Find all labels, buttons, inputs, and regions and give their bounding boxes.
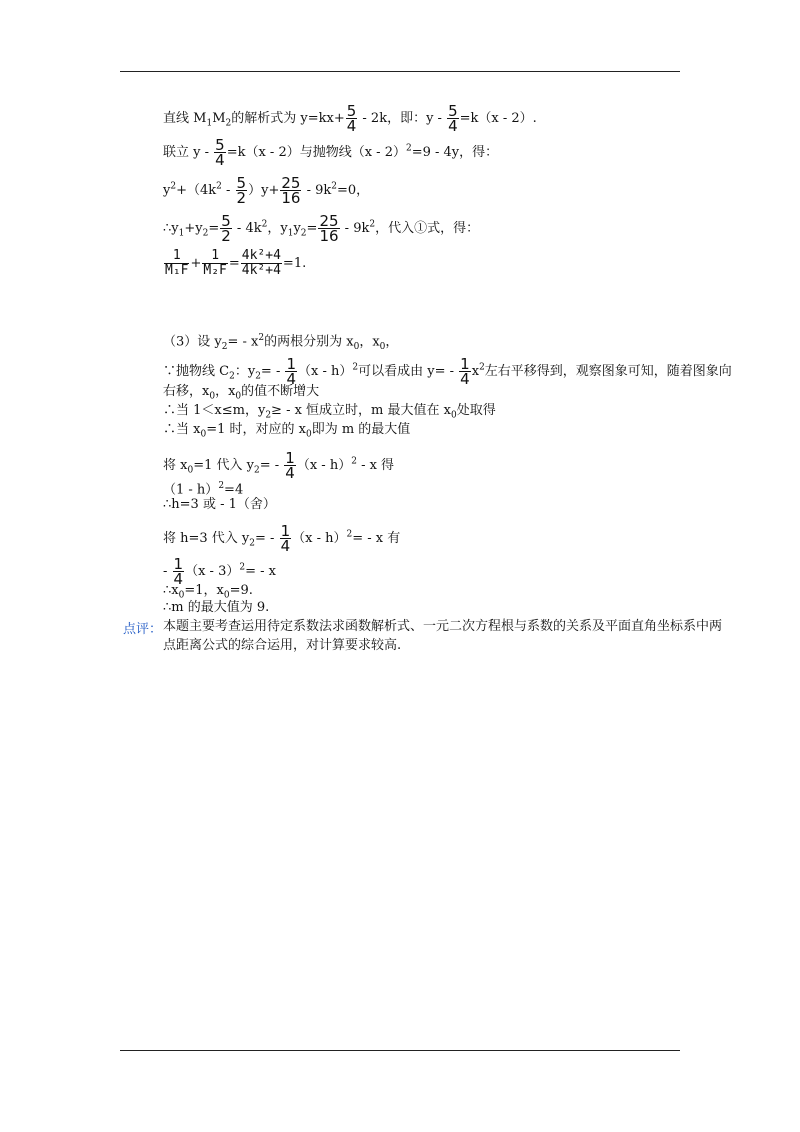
fraction: $\frac{1}{4}$ [460, 355, 470, 388]
part3-line-3: 右移，$x_0$，$x_0$的值不断增大 [163, 384, 320, 402]
part3-line-11: $\therefore x_0=1$，$x_0=9$. [163, 583, 253, 601]
part3-line-4: ∴当 1＜x≤m，$y_2\ge - x$ 恒成立时，m 最大值在 $x_0$处取得 [163, 403, 496, 421]
part3-line-8: ∴h=3 或 - 1（舍） [163, 497, 276, 512]
part3-line-6: 将 $x_0=1$ 代入 $y_2=$ - $\frac{1}{4}$ （x - h）$^2$ - x 得 [163, 449, 395, 482]
fraction: $\frac{1}{4}$ [173, 555, 184, 588]
fraction: $\frac{5}{4}$ [215, 136, 225, 169]
part3-line-2: ∵抛物线 $C_2$：$y_2=$ - $\frac{1}{4}$ （x - h）$^2$可以看成由 y= - $\frac{1}{4}$ $x^2$左右平移得到，观察图象可知，随着图象向 [163, 355, 732, 388]
header-rule [120, 71, 680, 72]
fraction: $\frac{5}{4}$ [448, 102, 458, 135]
comment-text: 本题主要考查运用待定系数法求函数解析式、一元二次方程根与系数的关系及平面直角坐标系中两点距离公式的综合运用，对计算要求较高. [163, 619, 723, 653]
part3-line-12: ∴m 的最大值为 9. [163, 600, 270, 615]
part3-line-1: （3）设 $y_2= - x^2$的两根分别为 $x_0$，$x_0$， [163, 333, 399, 352]
fraction: $\frac{1}{\text{M₂F}}$ [203, 248, 227, 278]
part3-line-5: ∴当 $x_0=1$ 时，对应的 $x_0$即为 m 的最大值 [163, 422, 411, 440]
fraction: $\frac{25}{16}$ [319, 212, 339, 245]
comment-label: 点评： [123, 622, 163, 637]
fraction: $\frac{1}{4}$ [280, 522, 291, 555]
line-result-equals-one: $\frac{1}{\text{M₁F}}$ + $\frac{1}{\text{M₂F}}$ = $\frac{\text{4k²+4}}{\text{4k²+4}}$ =1. [165, 248, 307, 278]
fraction: $\frac{5}{4}$ [346, 102, 357, 135]
line-m1m2-expression: 直线 $M_1M_2$的解析式为 y=kx+ $\frac{5}{4}$ - 2k，即：y - $\frac{5}{4}$ =k（x - 2）. [163, 102, 537, 135]
part3-line-7: （1 - h）$^2$=4 [163, 481, 244, 498]
fraction: $\frac{\text{4k²+4}}{\text{4k²+4}}$ [241, 248, 281, 278]
fraction: $\frac{5}{2}$ [221, 212, 231, 245]
line-quadratic: $y^2+(4k^2$ - $\frac{5}{2}$ ）y+ $\frac{25}{16}$ - $9k^2=0$， [163, 174, 370, 207]
fraction: $\frac{1}{\text{M₁F}}$ [165, 248, 189, 278]
line-simultaneous: 联立 y - $\frac{5}{4}$ =k（x - 2）与抛物线（x - 2）$^2$=9 - 4y，得： [163, 136, 499, 169]
fraction: $\frac{1}{4}$ [285, 449, 295, 482]
footer-rule [120, 1050, 680, 1051]
fraction: $\frac{25}{16}$ [281, 174, 301, 207]
fraction: $\frac{1}{4}$ [286, 355, 297, 388]
part3-line-9: 将 h=3 代入 $y_2=$ - $\frac{1}{4}$ （x - h）$^2$= - x 有 [163, 522, 401, 555]
fraction: $\frac{5}{2}$ [236, 174, 247, 207]
part3-line-10: - $\frac{1}{4}$ （x - 3）$^2$= - x [163, 555, 276, 588]
line-vieta: $\therefore y_1+y_2=$ $\frac{5}{2}$ - $4k^2$，$y_1y_2=$ $\frac{25}{16}$ - $9k^2$，代入①式，得： [163, 212, 480, 245]
